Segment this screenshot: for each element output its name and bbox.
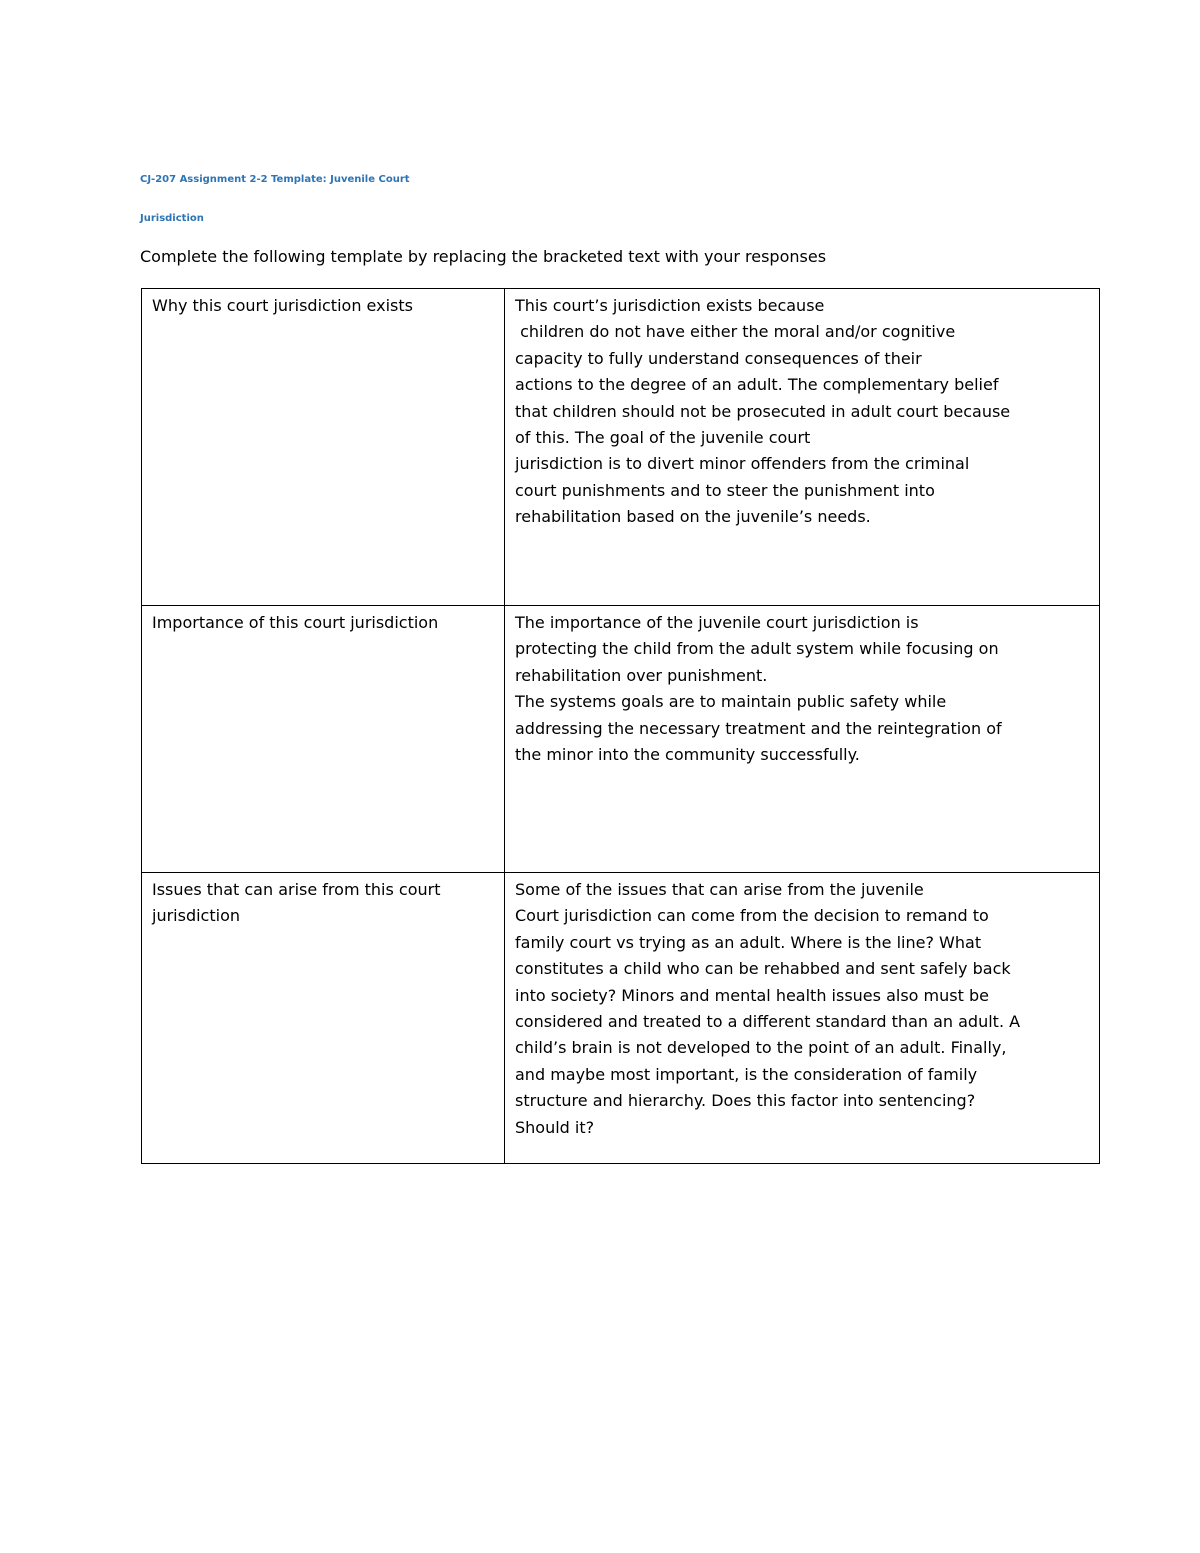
title-line-2: Jurisdiction — [140, 213, 204, 224]
response-table — [141, 288, 1100, 1164]
answer-line: Court jurisdiction can come from the decision to remand to — [515, 906, 989, 926]
answer-line: family court vs trying as an adult. Where is the line? What — [515, 932, 982, 952]
answer-line: into society? Minors and mental health issues also must be — [515, 985, 989, 1005]
table-row — [142, 873, 1100, 1164]
answer-line: child’s brain is not developed to the point of an adult. Finally, — [515, 1038, 1007, 1058]
answer-line: capacity to fully understand consequences of their — [515, 348, 922, 368]
answer-line: actions to the degree of an adult. The complementary belief — [515, 375, 999, 395]
table-row — [142, 606, 1100, 873]
instructions-text: Complete the following template by replacing the bracketed text with your responses — [140, 247, 827, 266]
answer-line: jurisdiction is to divert minor offenders from the criminal — [515, 454, 970, 474]
label-cell-issues — [142, 873, 505, 1164]
answer-line: constitutes a child who can be rehabbed and sent safely back — [515, 959, 1011, 979]
answer-line: court punishments and to steer the punishment into — [515, 480, 935, 500]
table-row — [142, 289, 1100, 606]
answer-line: of this. The goal of the juvenile court — [515, 428, 811, 448]
answer-line: rehabilitation over punishment. — [515, 665, 768, 685]
answer-line: rehabilitation based on the juvenile’s needs. — [515, 507, 871, 527]
label-line: Why this court jurisdiction exists — [152, 296, 413, 315]
answer-line: that children should not be prosecuted in adult court because — [515, 401, 1011, 421]
answer-line: protecting the child from the adult system while focusing on — [515, 639, 999, 659]
document-title — [140, 160, 1060, 238]
answer-line: Some of the issues that can arise from the juvenile — [515, 880, 924, 899]
answer-line: Should it? — [515, 1117, 595, 1137]
answer-line: The systems goals are to maintain public safety while — [515, 692, 947, 712]
answer-line: addressing the necessary treatment and the reintegration of — [515, 718, 1002, 738]
label-line: Issues that can arise from this court — [152, 880, 441, 899]
answer-line: considered and treated to a different standard than an adult. A — [515, 1012, 1021, 1032]
label-line: jurisdiction — [152, 906, 240, 926]
answer-line: and maybe most important, is the consideration of family — [515, 1064, 978, 1084]
title-line-1: CJ-207 Assignment 2-2 Template: Juvenile Court — [140, 174, 410, 185]
label-line: Importance of this court jurisdiction — [152, 613, 439, 632]
answer-line: structure and hierarchy. Does this factor into sentencing? — [515, 1091, 976, 1111]
answer-line: The importance of the juvenile court jurisdiction is — [515, 613, 919, 632]
answer-line: the minor into the community successfully. — [515, 745, 860, 765]
label-cell-importance — [142, 606, 505, 873]
answer-line: This court’s jurisdiction exists because — [515, 296, 825, 315]
answer-cell-importance — [505, 606, 1100, 873]
label-cell-why-exists — [142, 289, 505, 606]
answer-cell-why-exists — [505, 289, 1100, 606]
answer-cell-issues — [505, 873, 1100, 1164]
answer-line: children do not have either the moral and/or cognitive — [515, 322, 956, 342]
